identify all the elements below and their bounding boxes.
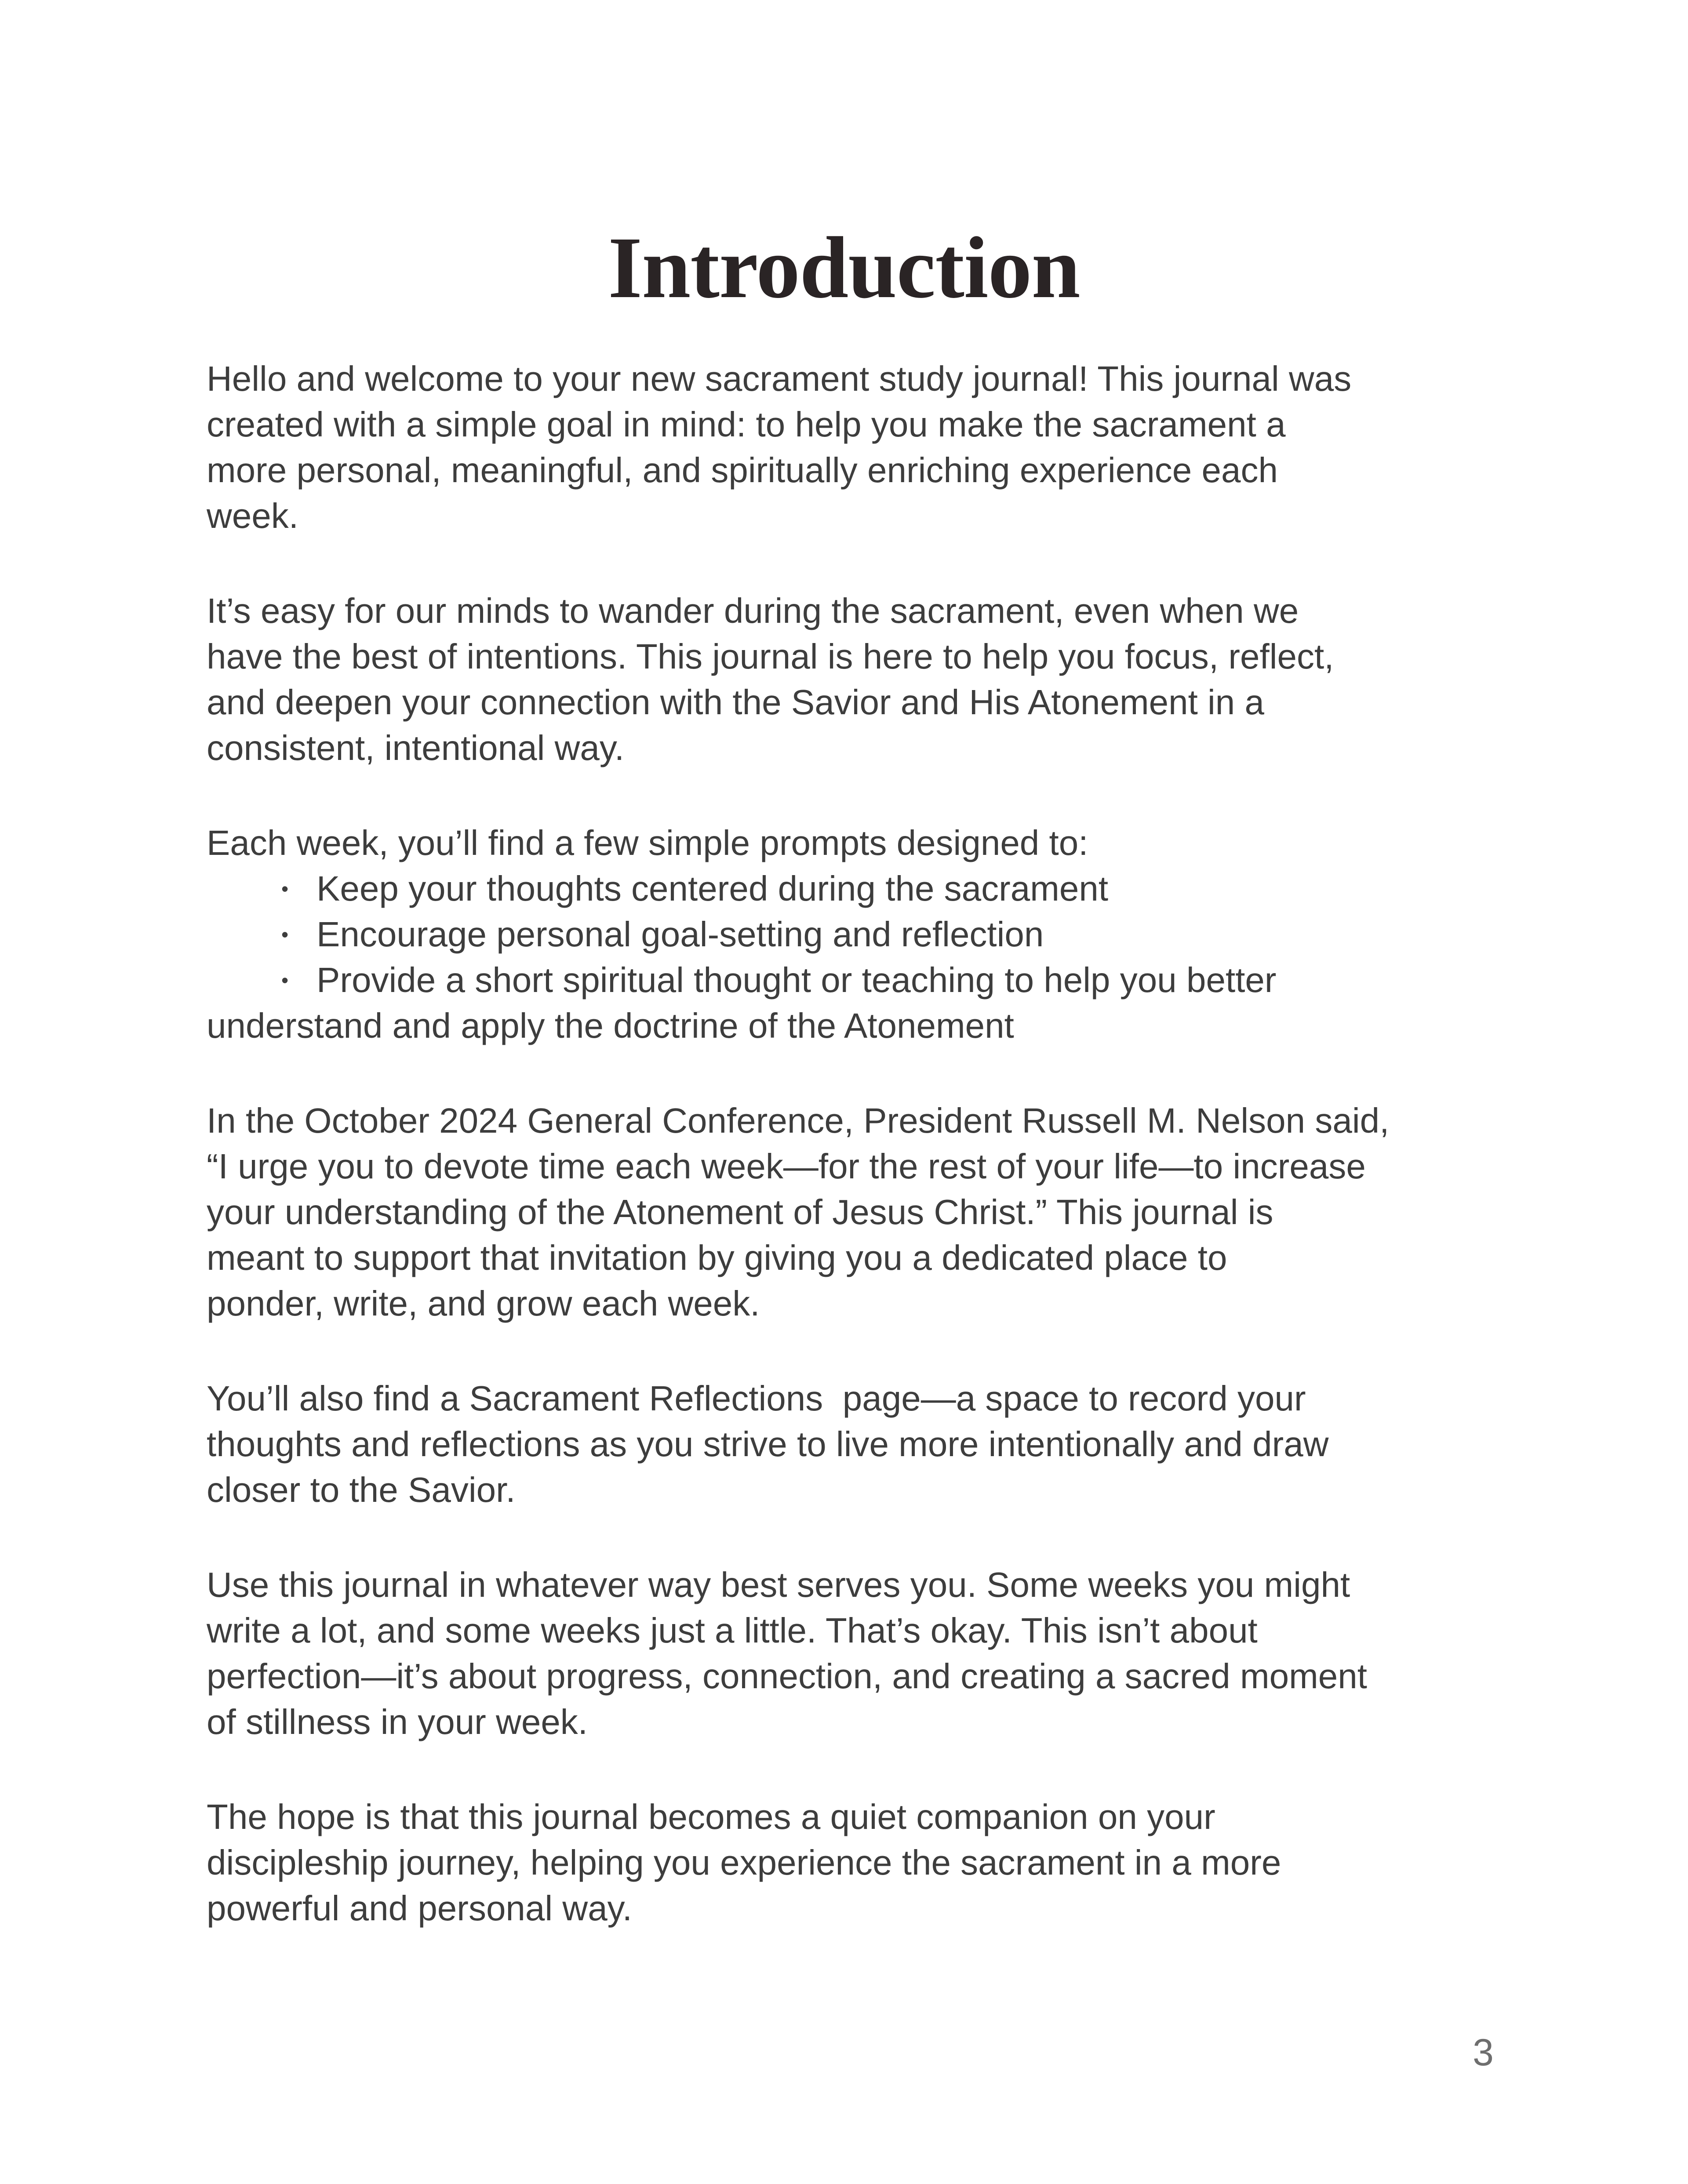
paragraph-line: write a lot, and some weeks just a little. That’s okay. This isn’t about bbox=[207, 1611, 1258, 1650]
paragraph-line: perfection—it’s about progress, connection, and creating a sacred moment bbox=[207, 1657, 1367, 1696]
paragraph-line: closer to the Savior. bbox=[207, 1470, 516, 1509]
paragraph-hope bbox=[207, 1794, 1486, 1931]
paragraph-line: week. bbox=[207, 496, 298, 535]
paragraph-line: Use this journal in whatever way best serves you. Some weeks you might bbox=[207, 1565, 1350, 1604]
paragraph-line: It’s easy for our minds to wander during the sacrament, even when we bbox=[207, 591, 1299, 630]
paragraph-line: created with a simple goal in mind: to help you make the sacrament a bbox=[207, 405, 1286, 444]
page-number: 3 bbox=[1473, 2031, 1494, 2074]
paragraph-line: thoughts and reflections as you strive to live more intentionally and draw bbox=[207, 1425, 1329, 1464]
list-intro-line: Each week, you’ll find a few simple prompts designed to: bbox=[207, 823, 1088, 862]
paragraph-minds-wander bbox=[207, 588, 1486, 771]
paragraph-prompts-list bbox=[207, 820, 1486, 1049]
list-item bbox=[207, 957, 1486, 1003]
list-item bbox=[207, 866, 1486, 912]
paragraph-line: ponder, write, and grow each week. bbox=[207, 1284, 760, 1323]
paragraph-line: your understanding of the Atonement of Jesus Christ.” This journal is bbox=[207, 1192, 1273, 1232]
paragraph-line: of stillness in your week. bbox=[207, 1702, 588, 1741]
bullet-icon: • bbox=[281, 877, 289, 900]
paragraph-reflections-page bbox=[207, 1376, 1486, 1513]
page-title: Introduction bbox=[608, 219, 1080, 316]
paragraph-line: The hope is that this journal becomes a quiet companion on your bbox=[207, 1797, 1215, 1836]
page-body bbox=[0, 356, 1486, 1931]
list-item-text: Keep your thoughts centered during the sacrament bbox=[316, 869, 1109, 908]
bullet-icon: • bbox=[281, 969, 289, 992]
paragraph-line: and deepen your connection with the Savior and His Atonement in a bbox=[207, 683, 1265, 722]
list-item bbox=[207, 912, 1486, 957]
paragraph-nelson-quote bbox=[207, 1098, 1486, 1326]
paragraph-line: powerful and personal way. bbox=[207, 1889, 632, 1928]
paragraph-line: In the October 2024 General Conference, President Russell M. Nelson said, bbox=[207, 1101, 1390, 1140]
paragraph-line: have the best of intentions. This journal is here to help you focus, reflect, bbox=[207, 637, 1334, 676]
list-continuation-line: understand and apply the doctrine of the Atonement bbox=[207, 1006, 1014, 1045]
paragraph-use-journal bbox=[207, 1562, 1486, 1745]
paragraph-line: consistent, intentional way. bbox=[207, 728, 625, 767]
list-item-text: Provide a short spiritual thought or teaching to help you better bbox=[316, 960, 1277, 999]
paragraph-welcome bbox=[207, 356, 1486, 539]
paragraph-line: Hello and welcome to your new sacrament study journal! This journal was bbox=[207, 359, 1352, 398]
bullet-icon: • bbox=[281, 923, 289, 946]
paragraph-line: discipleship journey, helping you experience the sacrament in a more bbox=[207, 1843, 1281, 1882]
paragraph-line: “I urge you to devote time each week—for the rest of your life—to increase bbox=[207, 1147, 1366, 1186]
list-item-text: Encourage personal goal-setting and reflection bbox=[316, 915, 1044, 954]
paragraph-line: more personal, meaningful, and spiritually enriching experience each bbox=[207, 451, 1278, 490]
paragraph-line: meant to support that invitation by giving you a dedicated place to bbox=[207, 1238, 1227, 1277]
paragraph-line: You’ll also find a Sacrament Reflections page—a space to record your bbox=[207, 1379, 1306, 1418]
